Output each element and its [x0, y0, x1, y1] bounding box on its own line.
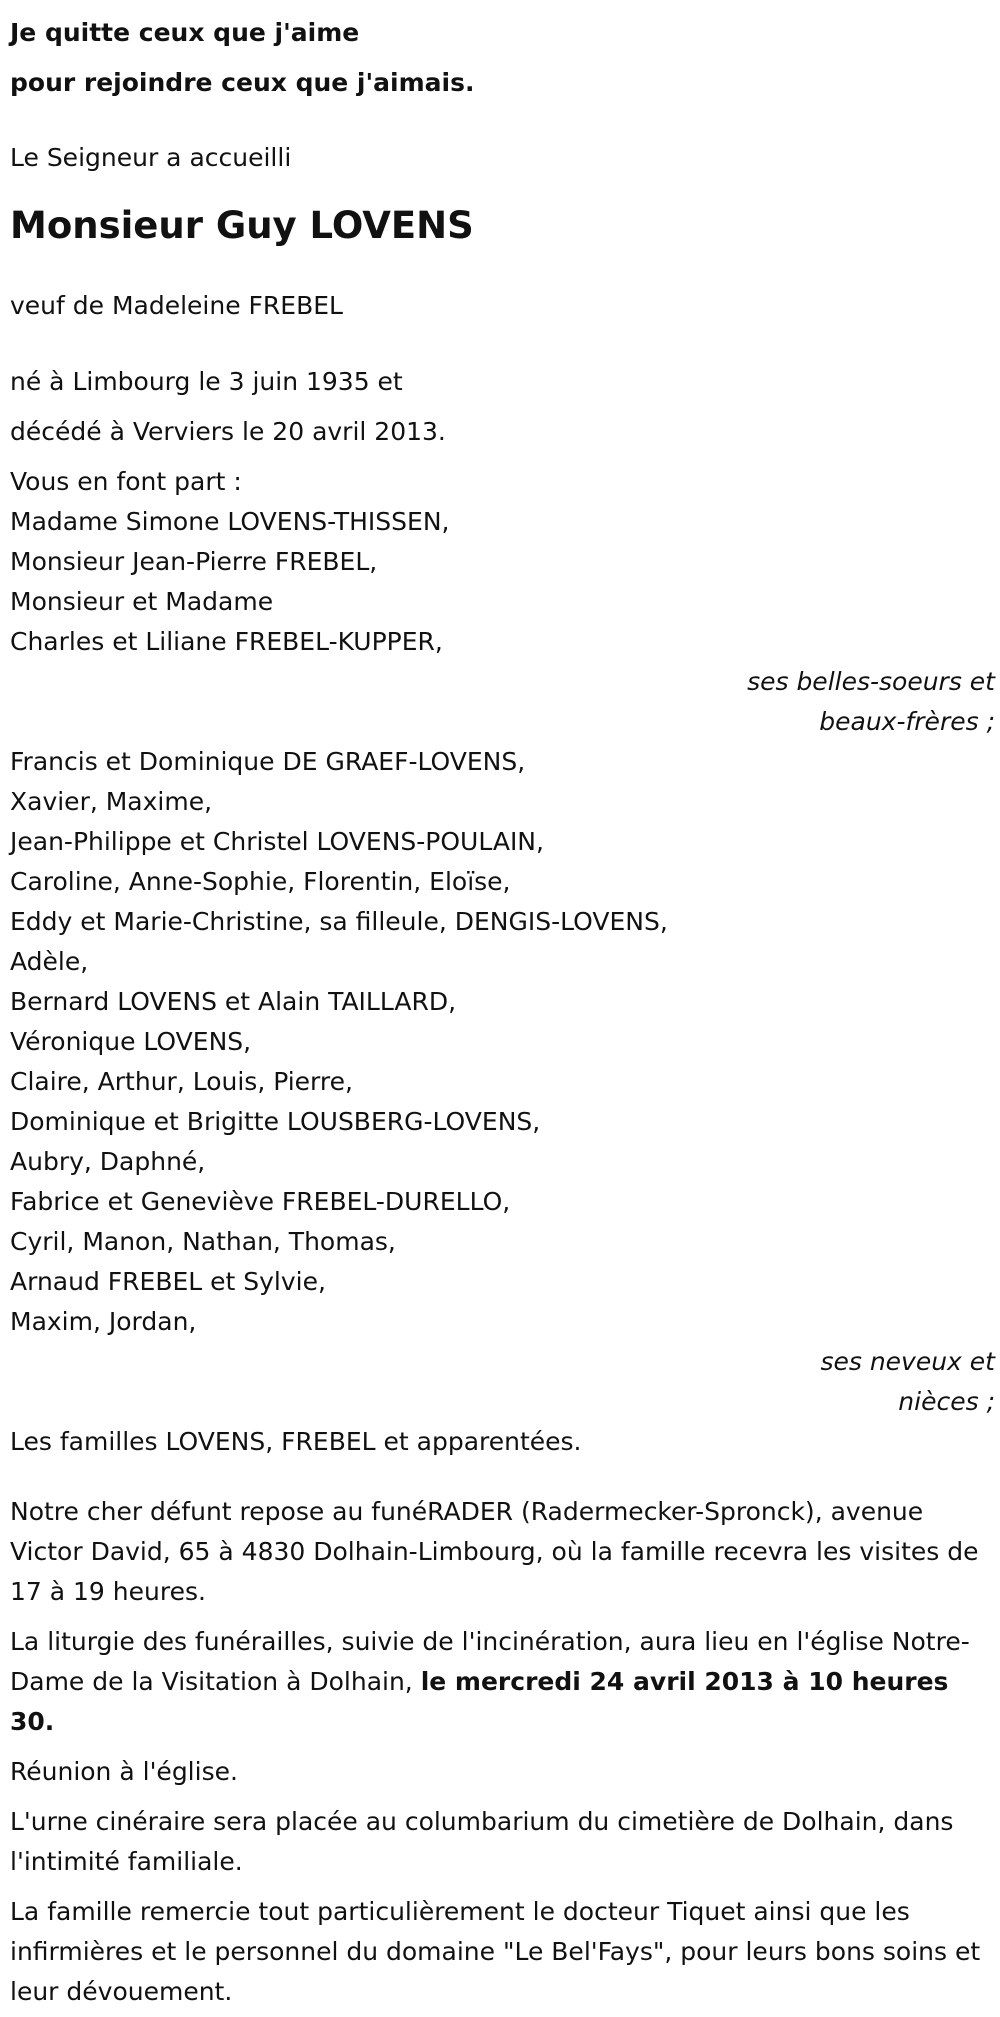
liturgy-text: La liturgie des funérailles, suivie de l'incinération, aura lieu en l'église Notre-Dame de la Visitation à Dolhain,: [10, 1627, 970, 1696]
relation-label: ses belles-soeurs et: [747, 667, 995, 696]
birth-line: né à Limbourg le 3 juin 1935 et: [10, 367, 403, 396]
relation-label: beaux-frères ;: [819, 707, 995, 736]
repose-paragraph: Notre cher défunt repose au funéRADER (Radermecker-Spronck), avenue Victor David, 65 à 4830 Dolhain-Limbourg, où la famille recevra les visites de 17 à 19 heures.: [10, 1497, 979, 1606]
list-item: Eddy et Marie-Christine, sa filleule, DENGIS-LOVENS,: [10, 907, 668, 936]
liturgy-date: le mercredi 24 avril 2013 à 10 heures 30.: [10, 1667, 949, 1736]
list-item: Fabrice et Geneviève FREBEL-DURELLO,: [10, 1187, 511, 1216]
list-item: Arnaud FREBEL et Sylvie,: [10, 1267, 326, 1296]
announce-line: Vous en font part :: [10, 467, 242, 496]
relation-label: nièces ;: [898, 1387, 995, 1416]
list-item: Caroline, Anne-Sophie, Florentin, Eloïse,: [10, 867, 511, 896]
death-line: décédé à Verviers le 20 avril 2013.: [10, 417, 446, 446]
list-item: Xavier, Maxime,: [10, 787, 213, 816]
list-item: Francis et Dominique DE GRAEF-LOVENS,: [10, 747, 526, 776]
list-item: Dominique et Brigitte LOUSBERG-LOVENS,: [10, 1107, 541, 1136]
relation-label: ses neveux et: [820, 1347, 995, 1376]
family-list-2: [10, 742, 995, 1342]
list-item: Madame Simone LOVENS-THISSEN,: [10, 507, 450, 536]
list-item: Adèle,: [10, 947, 89, 976]
family-list-1: [10, 502, 995, 662]
meeting-line: Réunion à l'église.: [10, 1757, 238, 1786]
list-item: Cyril, Manon, Nathan, Thomas,: [10, 1227, 396, 1256]
list-item: Monsieur et Madame: [10, 587, 274, 616]
list-item: Jean-Philippe et Christel LOVENS-POULAIN,: [10, 827, 544, 856]
thanks-paragraph: La famille remercie tout particulièrement le docteur Tiquet ainsi que les infirmières et le personnel du domaine "Le Bel'Fays", pour leurs bons soins et leur dévouement.: [10, 1897, 981, 2006]
list-item: Charles et Liliane FREBEL-KUPPER,: [10, 627, 443, 656]
list-item: Claire, Arthur, Louis, Pierre,: [10, 1067, 353, 1096]
intro-text: Le Seigneur a accueilli: [10, 143, 292, 172]
urn-paragraph: L'urne cinéraire sera placée au columbarium du cimetière de Dolhain, dans l'intimité familiale.: [10, 1807, 954, 1876]
deceased-name: Monsieur Guy LOVENS: [10, 204, 474, 247]
list-item: Bernard LOVENS et Alain TAILLARD,: [10, 987, 457, 1016]
widower-of: veuf de Madeleine FREBEL: [10, 291, 343, 320]
list-item: Aubry, Daphné,: [10, 1147, 206, 1176]
obituary-column: [10, 8, 995, 2012]
verse-line-2: pour rejoindre ceux que j'aimais.: [10, 68, 475, 97]
list-item: Maxim, Jordan,: [10, 1307, 197, 1336]
list-item: Véronique LOVENS,: [10, 1027, 252, 1056]
list-item: Monsieur Jean-Pierre FREBEL,: [10, 547, 378, 576]
verse-line-1: Je quitte ceux que j'aime: [10, 18, 360, 47]
liturgy-paragraph: [10, 1622, 995, 1742]
families-line: Les familles LOVENS, FREBEL et apparentées.: [10, 1427, 582, 1456]
